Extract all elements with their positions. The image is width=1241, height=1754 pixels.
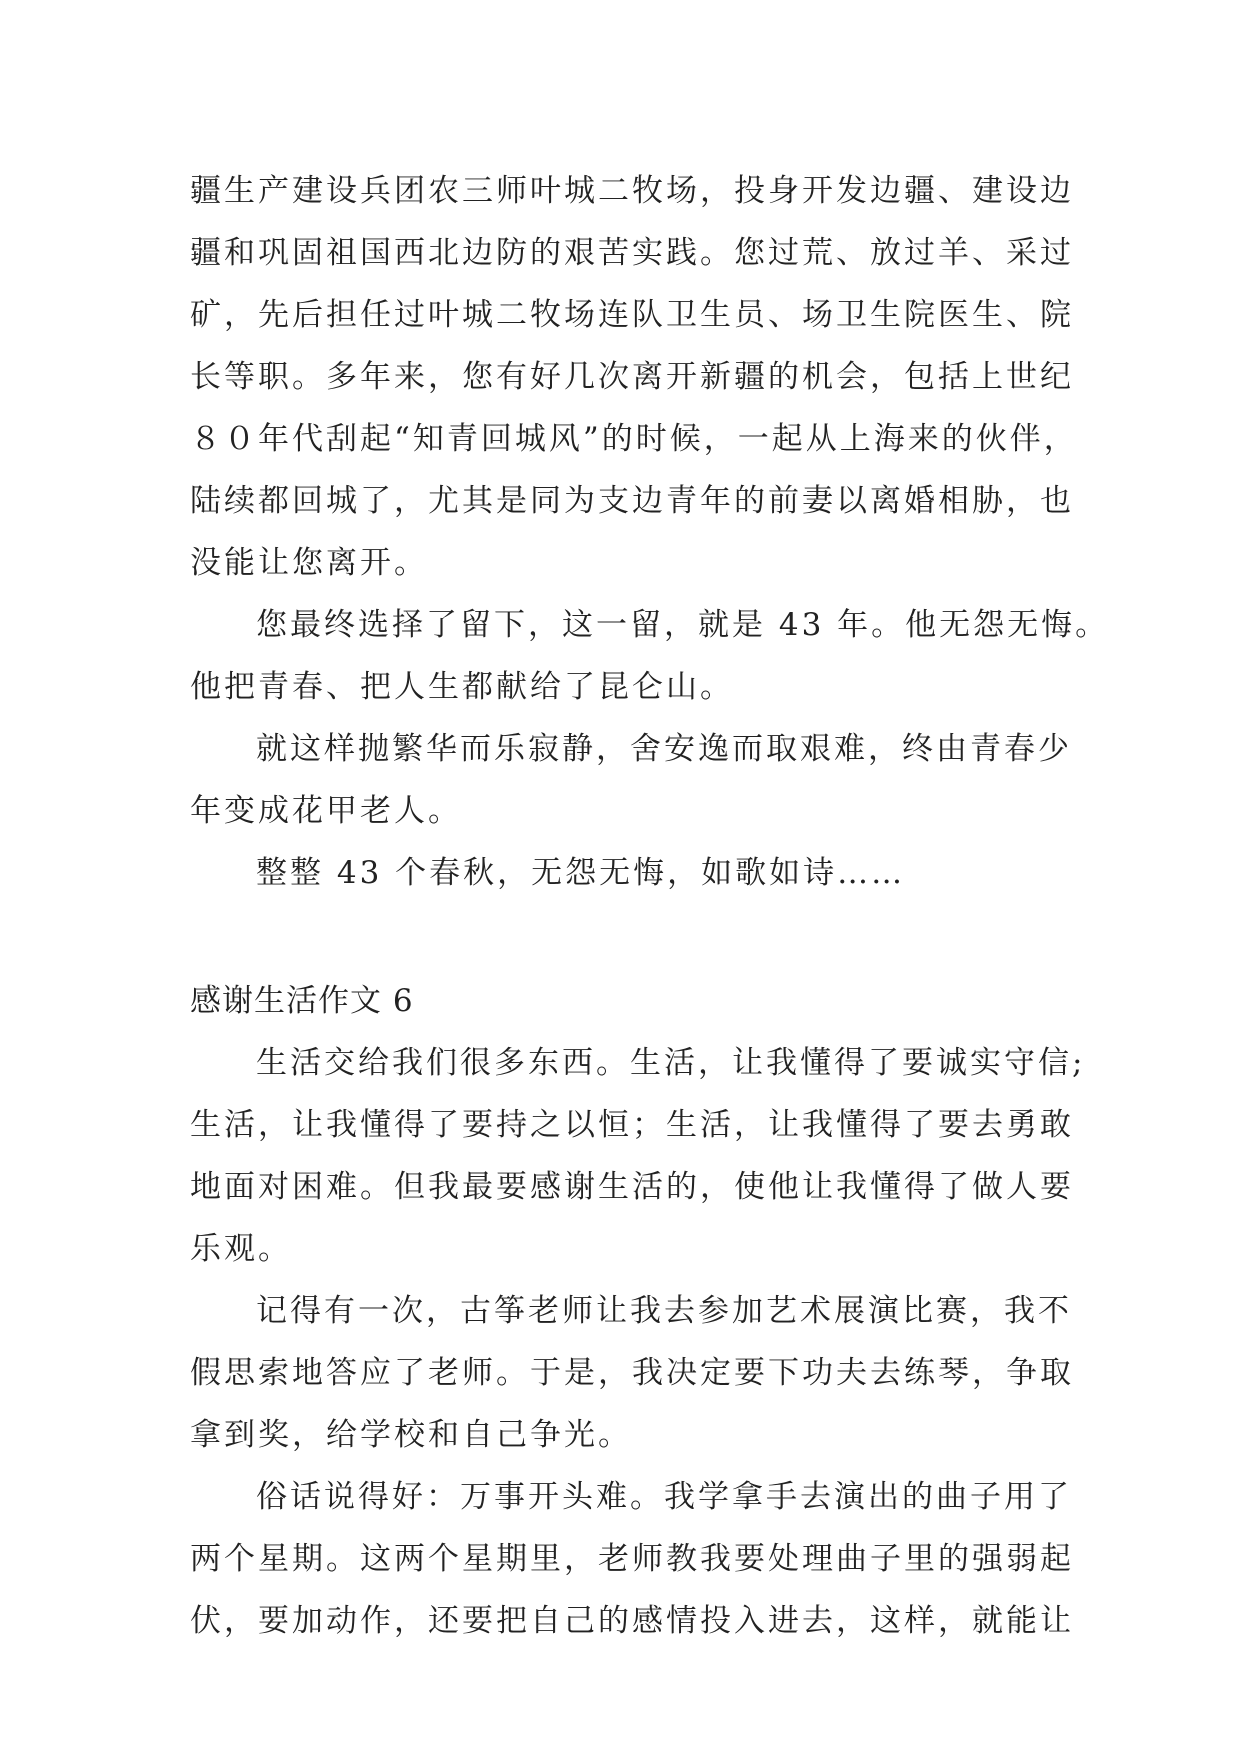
paragraph-line: 记得有一次，古筝老师让我去参加艺术展演比赛，我不 [256, 1293, 1072, 1329]
paragraph-line: 陆续都回城了，尤其是同为支边青年的前妻以离婚相胁，也 [190, 483, 1074, 519]
paragraph-line: 拿到奖，给学校和自己争光。 [190, 1417, 632, 1453]
paragraph-line: 长等职。多年来，您有好几次离开新疆的机会，包括上世纪 [190, 359, 1074, 395]
paragraph-line: 矿，先后担任过叶城二牧场连队卫生员、场卫生院医生、院 [190, 297, 1074, 333]
paragraph-line: 年变成花甲老人。 [190, 793, 462, 829]
paragraph-line: 俗话说得好：万事开头难。我学拿手去演出的曲子用了 [256, 1479, 1072, 1515]
paragraph-line: 您最终选择了留下，这一留，就是 43 年。他无怨无悔。 [256, 607, 1110, 643]
paragraph-line: ８０年代刮起“知青回城风”的时候，一起从上海来的伙伴， [190, 421, 1078, 457]
paragraph-line: 疆和巩固祖国西北边防的艰苦实践。您过荒、放过羊、采过 [190, 235, 1074, 271]
paragraph-line: 地面对困难。但我最要感谢生活的，使他让我懂得了做人要 [190, 1169, 1074, 1205]
paragraph-line: 他把青春、把人生都献给了昆仑山。 [190, 669, 734, 705]
section-title: 感谢生活作文 6 [190, 983, 414, 1019]
paragraph-line: 乐观。 [190, 1231, 292, 1267]
paragraph-line: 就这样抛繁华而乐寂静，舍安逸而取艰难，终由青春少 [256, 731, 1072, 767]
paragraph-line: 两个星期。这两个星期里，老师教我要处理曲子里的强弱起 [190, 1541, 1074, 1577]
paragraph-line: 疆生产建设兵团农三师叶城二牧场，投身开发边疆、建设边 [190, 173, 1074, 209]
paragraph-line: 生活，让我懂得了要持之以恒；生活，让我懂得了要去勇敢 [190, 1107, 1074, 1143]
section-gap [190, 904, 1050, 970]
paragraph-line: 整整 43 个春秋，无怨无悔，如歌如诗…… [256, 855, 906, 891]
paragraph-line: 生活交给我们很多东西。生活，让我懂得了要诚实守信; [256, 1045, 1086, 1081]
paragraph-line: 没能让您离开。 [190, 545, 428, 581]
paragraph-line: 假思索地答应了老师。于是，我决定要下功夫去练琴，争取 [190, 1355, 1074, 1391]
document-body [190, 160, 1110, 1652]
paragraph-line: 伏，要加动作，还要把自己的感情投入进去，这样，就能让 [190, 1603, 1074, 1639]
